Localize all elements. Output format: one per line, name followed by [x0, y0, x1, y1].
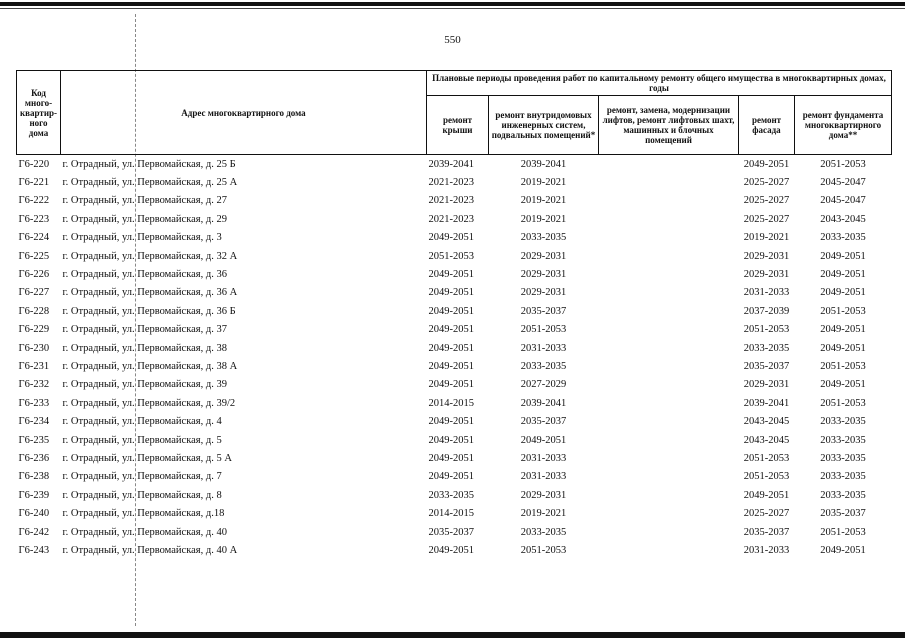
- cell-roof: 2033-2035: [428, 489, 474, 501]
- table-row: [17, 192, 892, 210]
- cell-facade: 2051-2053: [743, 452, 790, 464]
- cell-roof: 2049-2051: [428, 287, 474, 299]
- cell-address: г. Отрадный, ул. Первомайская, д. 32 А: [62, 250, 238, 262]
- cell-foundation: 2033-2035: [820, 471, 866, 483]
- cell-elevators: [599, 523, 739, 541]
- cell-elevators: [599, 541, 739, 559]
- cell-elevators: [599, 229, 739, 247]
- cell-code: Г6-233: [18, 397, 50, 409]
- cell-engineering: 2039-2041: [520, 158, 567, 170]
- cell-roof: 2049-2051: [428, 379, 474, 391]
- cell-roof: 2049-2051: [428, 324, 474, 336]
- cell-address: г. Отрадный, ул. Первомайская, д. 25 Б: [62, 158, 236, 170]
- cell-foundation: 2033-2035: [820, 452, 866, 464]
- cell-code: Г6-230: [18, 342, 50, 354]
- cell-foundation: 2051-2053: [820, 305, 866, 317]
- cell-foundation: 2049-2051: [820, 324, 866, 336]
- cell-foundation: 2043-2045: [820, 213, 866, 225]
- table-row: [17, 229, 892, 247]
- cell-address: г. Отрадный, ул. Первомайская, д. 36 А: [62, 287, 238, 299]
- cell-roof: 2049-2051: [428, 434, 474, 446]
- cell-address: г. Отрадный, ул. Первомайская, д. 39: [62, 379, 227, 391]
- cell-code: Г6-231: [18, 360, 50, 372]
- cell-elevators: [599, 321, 739, 339]
- cell-facade: 2049-2051: [743, 489, 790, 501]
- cell-facade: 2025-2027: [743, 213, 790, 225]
- cell-elevators: [599, 504, 739, 522]
- cell-code: Г6-223: [18, 213, 50, 225]
- cell-engineering: 2033-2035: [520, 360, 567, 372]
- cell-elevators: [599, 192, 739, 210]
- cell-engineering: 2031-2033: [520, 471, 567, 483]
- cell-elevators: [599, 265, 739, 283]
- cell-foundation: 2049-2051: [820, 544, 866, 556]
- cell-elevators: [599, 210, 739, 228]
- cell-code: Г6-228: [18, 305, 50, 317]
- table-row: [17, 541, 892, 559]
- cell-roof: 2021-2023: [428, 177, 474, 189]
- cell-roof: 2035-2037: [428, 526, 474, 538]
- cell-facade: 2051-2053: [743, 471, 790, 483]
- page-number: 550: [444, 34, 461, 46]
- cell-engineering: 2019-2021: [520, 195, 567, 207]
- cell-code: Г6-238: [18, 471, 50, 483]
- header-roof: ремонт крыши: [427, 96, 489, 155]
- cell-address: г. Отрадный, ул. Первомайская, д. 40: [62, 526, 227, 538]
- cell-address: г. Отрадный, ул. Первомайская, д. 36 Б: [62, 305, 236, 317]
- table-row: [17, 523, 892, 541]
- table-row: [17, 284, 892, 302]
- cell-address: г. Отрадный, ул. Первомайская, д. 3: [62, 232, 222, 244]
- header-foundation: ремонт фундамента многоквартирного дома**: [795, 96, 892, 155]
- table-row: [17, 357, 892, 375]
- cell-code: Г6-222: [18, 195, 50, 207]
- cell-roof: 2049-2051: [428, 416, 474, 428]
- cell-foundation: 2051-2053: [820, 360, 866, 372]
- cell-address: г. Отрадный, ул. Первомайская, д. 38: [62, 342, 227, 354]
- cell-foundation: 2049-2051: [820, 379, 866, 391]
- table-row: [17, 394, 892, 412]
- cell-elevators: [599, 247, 739, 265]
- header-address: Адрес многоквартирного дома: [61, 71, 427, 155]
- cell-roof: 2049-2051: [428, 452, 474, 464]
- cell-facade: 2043-2045: [743, 434, 790, 446]
- cell-address: г. Отрадный, ул. Первомайская, д. 7: [62, 471, 222, 483]
- cell-code: Г6-226: [18, 269, 50, 281]
- cell-facade: 2037-2039: [743, 305, 790, 317]
- table-row: [17, 247, 892, 265]
- table-row: [17, 449, 892, 467]
- cell-roof: 2039-2041: [428, 158, 474, 170]
- cell-address: г. Отрадный, ул. Первомайская, д. 27: [62, 195, 227, 207]
- cell-foundation: 2049-2051: [820, 250, 866, 262]
- cell-engineering: 2049-2051: [520, 434, 567, 446]
- cell-engineering: 2029-2031: [520, 287, 567, 299]
- cell-address: г. Отрадный, ул. Первомайская, д. 8: [62, 489, 222, 501]
- cell-foundation: 2049-2051: [820, 342, 866, 354]
- table-row: [17, 339, 892, 357]
- table-body: [17, 155, 892, 560]
- header-facade: ремонт фасада: [739, 96, 795, 155]
- cell-foundation: 2033-2035: [820, 416, 866, 428]
- cell-roof: 2014-2015: [428, 397, 474, 409]
- cell-elevators: [599, 431, 739, 449]
- cell-roof: 2049-2051: [428, 342, 474, 354]
- cell-engineering: 2031-2033: [520, 342, 567, 354]
- cell-code: Г6-235: [18, 434, 50, 446]
- cell-facade: 2019-2021: [743, 232, 790, 244]
- cell-facade: 2031-2033: [743, 287, 790, 299]
- cell-facade: 2033-2035: [743, 342, 790, 354]
- cell-facade: 2039-2041: [743, 397, 790, 409]
- cell-facade: 2035-2037: [743, 360, 790, 372]
- cell-foundation: 2045-2047: [820, 195, 866, 207]
- cell-elevators: [599, 339, 739, 357]
- cell-foundation: 2033-2035: [820, 489, 866, 501]
- cell-facade: 2051-2053: [743, 324, 790, 336]
- cell-code: Г6-232: [18, 379, 50, 391]
- cell-address: г. Отрадный, ул. Первомайская, д. 29: [62, 213, 227, 225]
- header-elevators: ремонт, замена, модернизации лифтов, ремонт лифтовых шахт, машинных и блочных помещений: [599, 96, 739, 155]
- cell-elevators: [599, 376, 739, 394]
- cell-foundation: 2051-2053: [820, 158, 866, 170]
- cell-facade: 2035-2037: [743, 526, 790, 538]
- header-engineering: ремонт внутридомовых инженерных систем, подвальных помещений*: [489, 96, 599, 155]
- cell-code: Г6-242: [18, 526, 50, 538]
- cell-roof: 2049-2051: [428, 360, 474, 372]
- table-row: [17, 486, 892, 504]
- cell-facade: 2031-2033: [743, 544, 790, 556]
- cell-roof: 2049-2051: [428, 269, 474, 281]
- cell-elevators: [599, 394, 739, 412]
- cell-foundation: 2033-2035: [820, 434, 866, 446]
- cell-code: Г6-240: [18, 508, 50, 520]
- cell-foundation: 2033-2035: [820, 232, 866, 244]
- cell-code: Г6-234: [18, 416, 50, 428]
- cell-foundation: 2049-2051: [820, 269, 866, 281]
- cell-elevators: [599, 357, 739, 375]
- cell-code: Г6-227: [18, 287, 50, 299]
- table-row: [17, 210, 892, 228]
- bottom-border-rule: [0, 632, 905, 638]
- table-row: [17, 265, 892, 283]
- cell-address: г. Отрадный, ул. Первомайская, д. 4: [62, 416, 222, 428]
- cell-engineering: 2019-2021: [520, 508, 567, 520]
- cell-roof: 2049-2051: [428, 232, 474, 244]
- cell-engineering: 2029-2031: [520, 269, 567, 281]
- cell-engineering: 2051-2053: [520, 544, 567, 556]
- cell-elevators: [599, 449, 739, 467]
- cell-foundation: 2049-2051: [820, 287, 866, 299]
- cell-elevators: [599, 412, 739, 430]
- cell-engineering: 2033-2035: [520, 526, 567, 538]
- cell-elevators: [599, 173, 739, 191]
- cell-code: Г6-225: [18, 250, 50, 262]
- cell-roof: 2021-2023: [428, 213, 474, 225]
- cell-address: г. Отрадный, ул. Первомайская, д. 36: [62, 269, 227, 281]
- table-row: [17, 431, 892, 449]
- cell-engineering: 2035-2037: [520, 416, 567, 428]
- cell-elevators: [599, 468, 739, 486]
- table-row: [17, 321, 892, 339]
- cell-engineering: 2033-2035: [520, 232, 567, 244]
- cell-facade: 2025-2027: [743, 177, 790, 189]
- cell-address: г. Отрадный, ул. Первомайская, д. 5 А: [62, 452, 232, 464]
- cell-facade: 2029-2031: [743, 379, 790, 391]
- cell-roof: 2049-2051: [428, 305, 474, 317]
- table-row: [17, 504, 892, 522]
- cell-address: г. Отрадный, ул. Первомайская, д. 37: [62, 324, 227, 336]
- cell-address: г. Отрадный, ул. Первомайская, д. 5: [62, 434, 222, 446]
- cell-roof: 2049-2051: [428, 471, 474, 483]
- table-row: [17, 302, 892, 320]
- cell-engineering: 2027-2029: [520, 379, 567, 391]
- cell-elevators: [599, 284, 739, 302]
- cell-engineering: 2035-2037: [520, 305, 567, 317]
- cell-elevators: [599, 155, 739, 174]
- cell-facade: 2025-2027: [743, 508, 790, 520]
- cell-address: г. Отрадный, ул. Первомайская, д. 40 А: [62, 544, 238, 556]
- cell-facade: 2029-2031: [743, 250, 790, 262]
- cell-foundation: 2051-2053: [820, 526, 866, 538]
- cell-code: Г6-221: [18, 177, 50, 189]
- cell-facade: 2043-2045: [743, 416, 790, 428]
- table-row: [17, 412, 892, 430]
- cell-code: Г6-229: [18, 324, 50, 336]
- table-row: [17, 173, 892, 191]
- cell-engineering: 2029-2031: [520, 489, 567, 501]
- cell-engineering: 2019-2021: [520, 177, 567, 189]
- cell-engineering: 2039-2041: [520, 397, 567, 409]
- cell-engineering: 2019-2021: [520, 213, 567, 225]
- cell-roof: 2021-2023: [428, 195, 474, 207]
- top-border-rule: [0, 2, 905, 6]
- cell-roof: 2051-2053: [428, 250, 474, 262]
- header-code: Код много-квартир-ного дома: [17, 71, 61, 155]
- cell-address: г. Отрадный, ул. Первомайская, д. 39/2: [62, 397, 236, 409]
- capital-repair-schedule-table: [16, 70, 892, 560]
- cell-address: г. Отрадный, ул. Первомайская, д. 25 А: [62, 177, 238, 189]
- cell-roof: 2049-2051: [428, 544, 474, 556]
- cell-engineering: 2029-2031: [520, 250, 567, 262]
- cell-engineering: 2031-2033: [520, 452, 567, 464]
- table-row: [17, 376, 892, 394]
- cell-code: Г6-224: [18, 232, 50, 244]
- cell-code: Г6-243: [18, 544, 50, 556]
- cell-elevators: [599, 486, 739, 504]
- cell-roof: 2014-2015: [428, 508, 474, 520]
- cell-code: Г6-220: [18, 158, 50, 170]
- header-periods-group: Плановые периоды проведения работ по капитальному ремонту общего имущества в многоквартирных домах, годы: [427, 71, 892, 96]
- cell-address: г. Отрадный, ул. Первомайская, д. 38 А: [62, 360, 238, 372]
- cell-engineering: 2051-2053: [520, 324, 567, 336]
- table-row: [17, 468, 892, 486]
- top-border-thin-rule: [0, 8, 905, 9]
- cell-facade: 2029-2031: [743, 269, 790, 281]
- cell-facade: 2025-2027: [743, 195, 790, 207]
- cell-code: Г6-239: [18, 489, 50, 501]
- cell-foundation: 2051-2053: [820, 397, 866, 409]
- cell-facade: 2049-2051: [743, 158, 790, 170]
- cell-elevators: [599, 302, 739, 320]
- cell-address: г. Отрадный, ул. Первомайская, д.18: [62, 508, 225, 520]
- cell-foundation: 2035-2037: [820, 508, 866, 520]
- cell-foundation: 2045-2047: [820, 177, 866, 189]
- table-row: [17, 155, 892, 174]
- cell-code: Г6-236: [18, 452, 50, 464]
